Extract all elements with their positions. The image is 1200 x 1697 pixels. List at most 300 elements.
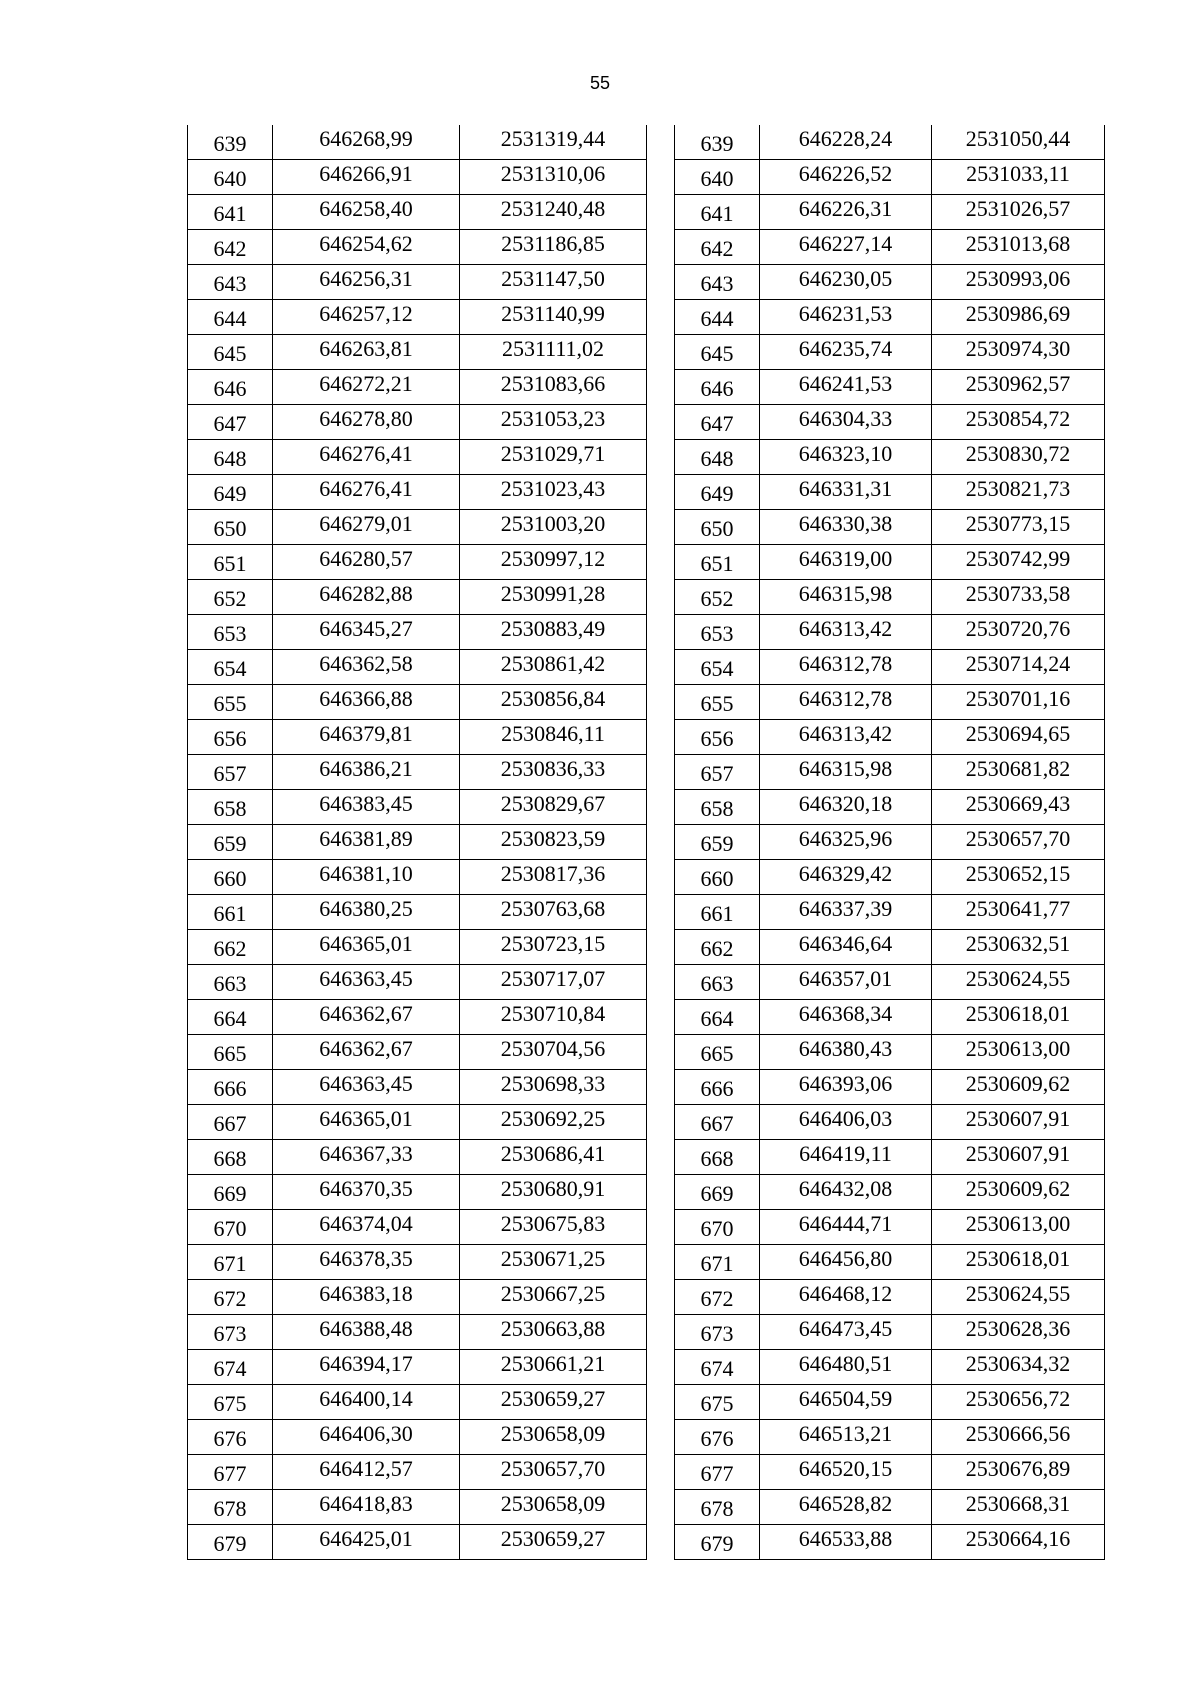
x-coordinate-cell-text: 646400,14 [319,1386,413,1411]
table-row [188,895,647,930]
x-coordinate-cell [760,230,932,265]
y-coordinate-cell [932,160,1105,195]
y-coordinate-cell [460,930,647,965]
x-coordinate-cell-text: 646380,43 [798,1036,893,1061]
y-coordinate-cell [932,1490,1105,1525]
table-row [675,825,1105,860]
y-coordinate-cell-text: 2530830,72 [965,441,1071,466]
table-row [675,685,1105,720]
point-number-cell-text: 657 [213,761,247,786]
table-row [675,1035,1105,1070]
y-coordinate-cell-text: 2530856,84 [500,686,606,711]
point-number-cell-text: 650 [213,516,247,541]
point-number-cell [188,1245,273,1280]
x-coordinate-cell-text: 646406,03 [798,1106,893,1131]
y-coordinate-cell [460,1280,647,1315]
x-coordinate-cell-text: 646256,31 [319,266,413,291]
x-coordinate-cell [273,1385,460,1420]
y-coordinate-cell [932,475,1105,510]
table-row [188,1525,647,1560]
x-coordinate-cell-text: 646366,88 [319,686,413,711]
y-coordinate-cell-text: 2530624,55 [965,966,1071,991]
point-number-cell [188,580,273,615]
y-coordinate-cell-text: 2530997,12 [500,546,606,571]
x-coordinate-cell [760,895,932,930]
y-coordinate-cell [460,1245,647,1280]
y-coordinate-cell [932,825,1105,860]
x-coordinate-cell-text: 646258,40 [319,196,413,221]
point-number-cell-text: 677 [213,1461,247,1486]
table-row [188,825,647,860]
point-number-cell [188,1525,273,1560]
x-coordinate-cell-text: 646257,12 [319,301,413,326]
x-coordinate-cell-text: 646230,05 [798,266,893,291]
x-coordinate-cell [273,1105,460,1140]
point-number-cell-text: 663 [700,971,734,996]
y-coordinate-cell-text: 2530667,25 [500,1281,606,1306]
page-number: 55 [589,73,611,93]
x-coordinate-cell-text: 646346,64 [798,931,893,956]
y-coordinate-cell [460,510,647,545]
table-row [675,440,1105,475]
y-coordinate-cell-text: 2530763,68 [500,896,606,921]
x-coordinate-cell-text: 646226,52 [798,161,893,186]
x-coordinate-cell-text: 646388,48 [319,1316,413,1341]
table-row [675,195,1105,230]
table-row [675,1315,1105,1350]
point-number-cell-text: 667 [213,1111,247,1136]
table-row [675,475,1105,510]
y-coordinate-cell-text: 2530773,15 [965,511,1071,536]
point-number-cell-text: 673 [700,1321,734,1346]
table-row [188,860,647,895]
point-number-cell [675,510,760,545]
x-coordinate-cell-text: 646278,80 [319,406,413,431]
table-row [188,685,647,720]
y-coordinate-cell [460,1035,647,1070]
point-number-cell-text: 647 [213,411,247,436]
point-number-cell [675,335,760,370]
point-number-cell [675,720,760,755]
x-coordinate-cell-text: 646319,00 [798,546,893,571]
point-number-cell [188,300,273,335]
point-number-cell-text: 642 [213,236,247,261]
point-number-cell-text: 657 [700,761,734,786]
table-row [188,1035,647,1070]
x-coordinate-cell [760,1000,932,1035]
x-coordinate-cell-text: 646444,71 [798,1211,893,1236]
y-coordinate-cell [460,1490,647,1525]
point-number-cell [188,475,273,510]
x-coordinate-cell-text: 646235,74 [798,336,893,361]
x-coordinate-cell-text: 646386,21 [319,756,413,781]
y-coordinate-cell-text: 2530609,62 [965,1071,1071,1096]
point-number-cell-text: 670 [213,1216,247,1241]
point-number-cell [188,125,273,160]
x-coordinate-cell-text: 646280,57 [319,546,413,571]
point-number-cell-text: 641 [213,201,247,226]
table-row [675,965,1105,1000]
x-coordinate-cell-text: 646432,08 [798,1176,893,1201]
y-coordinate-cell-text: 2530680,91 [500,1176,606,1201]
x-coordinate-cell-text: 646279,01 [319,511,413,536]
point-number-cell-text: 658 [213,796,247,821]
y-coordinate-cell-text: 2530694,65 [965,721,1071,746]
point-number-cell-text: 679 [700,1531,734,1556]
x-coordinate-cell [760,1210,932,1245]
point-number-cell [188,1385,273,1420]
y-coordinate-cell [460,790,647,825]
x-coordinate-cell-text: 646329,42 [798,861,893,886]
x-coordinate-cell [273,825,460,860]
x-coordinate-cell [760,265,932,300]
x-coordinate-cell-text: 646272,21 [319,371,413,396]
table-row [675,1280,1105,1315]
table-row [188,1245,647,1280]
x-coordinate-cell-text: 646393,06 [798,1071,893,1096]
y-coordinate-cell-text: 2530854,72 [965,406,1071,431]
point-number-cell-text: 668 [700,1146,734,1171]
point-number-cell-text: 659 [700,831,734,856]
y-coordinate-cell-text: 2530821,73 [965,476,1071,501]
table-row [188,1210,647,1245]
y-coordinate-cell [932,895,1105,930]
table-row [675,580,1105,615]
x-coordinate-cell-text: 646330,38 [798,511,893,536]
point-number-cell-text: 639 [213,131,247,156]
table-row [188,545,647,580]
x-coordinate-cell-text: 646367,33 [319,1141,413,1166]
x-coordinate-cell [273,1490,460,1525]
point-number-cell [675,580,760,615]
y-coordinate-cell [460,160,647,195]
table-row [188,230,647,265]
point-number-cell [188,860,273,895]
y-coordinate-cell-text: 2531003,20 [500,511,606,536]
y-coordinate-cell [932,195,1105,230]
y-coordinate-cell-text: 2530628,36 [965,1316,1071,1341]
y-coordinate-cell-text: 2531140,99 [501,301,605,326]
x-coordinate-cell-text: 646378,35 [319,1246,413,1271]
table-row [675,1140,1105,1175]
x-coordinate-cell [273,1000,460,1035]
x-coordinate-cell [273,615,460,650]
y-coordinate-cell-text: 2531029,71 [500,441,606,466]
x-coordinate-cell [273,580,460,615]
y-coordinate-cell-text: 2530676,89 [965,1456,1071,1481]
y-coordinate-cell [932,1420,1105,1455]
point-number-cell [188,895,273,930]
y-coordinate-cell [460,1070,647,1105]
x-coordinate-cell [760,790,932,825]
point-number-cell [675,370,760,405]
x-coordinate-cell-text: 646263,81 [319,336,413,361]
point-number-cell-text: 664 [700,1006,734,1031]
point-number-cell-text: 675 [213,1391,247,1416]
y-coordinate-cell-text: 2530817,36 [500,861,606,886]
point-number-cell-text: 652 [213,586,247,611]
y-coordinate-cell-text: 2531053,23 [500,406,606,431]
y-coordinate-cell-text: 2530663,88 [500,1316,606,1341]
x-coordinate-cell-text: 646374,04 [319,1211,413,1236]
point-number-cell-text: 671 [700,1251,734,1276]
point-number-cell [675,1350,760,1385]
x-coordinate-cell-text: 646345,27 [319,616,413,641]
x-coordinate-cell [273,930,460,965]
x-coordinate-cell [273,1070,460,1105]
y-coordinate-cell [460,1455,647,1490]
y-coordinate-cell-text: 2530986,69 [965,301,1071,326]
y-coordinate-cell-text: 2530641,77 [965,896,1071,921]
point-number-cell [188,405,273,440]
x-coordinate-cell [760,370,932,405]
y-coordinate-cell-text: 2530962,57 [965,371,1071,396]
point-number-cell-text: 650 [700,516,734,541]
y-coordinate-cell [932,1350,1105,1385]
table-row [188,580,647,615]
x-coordinate-cell-text: 646419,11 [799,1141,892,1166]
point-number-cell [188,825,273,860]
point-number-cell-text: 674 [700,1356,734,1381]
y-coordinate-cell [932,1385,1105,1420]
x-coordinate-cell [760,1035,932,1070]
x-coordinate-cell-text: 646312,78 [798,686,893,711]
table-row [188,1315,647,1350]
point-number-cell [675,1280,760,1315]
point-number-cell [675,1315,760,1350]
point-number-cell [675,1490,760,1525]
y-coordinate-cell [932,720,1105,755]
x-coordinate-cell-text: 646331,31 [798,476,893,501]
y-coordinate-cell [932,1070,1105,1105]
point-number-cell-text: 649 [213,481,247,506]
y-coordinate-cell [460,1315,647,1350]
point-number-cell-text: 678 [700,1496,734,1521]
x-coordinate-cell-text: 646406,30 [319,1421,413,1446]
table-row [675,1245,1105,1280]
y-coordinate-cell [460,335,647,370]
y-coordinate-cell-text: 2530669,43 [965,791,1071,816]
x-coordinate-cell-text: 646473,45 [798,1316,893,1341]
y-coordinate-cell [932,1455,1105,1490]
y-coordinate-cell [932,300,1105,335]
table-row [188,440,647,475]
y-coordinate-cell-text: 2530681,82 [965,756,1071,781]
point-number-cell [188,1280,273,1315]
x-coordinate-cell [760,965,932,1000]
table-row [675,615,1105,650]
table-row [675,895,1105,930]
x-coordinate-cell-text: 646520,15 [798,1456,893,1481]
x-coordinate-cell [760,650,932,685]
point-number-cell [675,195,760,230]
point-number-cell-text: 665 [213,1041,247,1066]
point-number-cell [188,1490,273,1525]
table-row [188,1070,647,1105]
x-coordinate-cell-text: 646228,24 [798,126,893,151]
table-row [675,335,1105,370]
point-number-cell-text: 679 [213,1531,247,1556]
y-coordinate-cell [460,1140,647,1175]
point-number-cell [675,1455,760,1490]
y-coordinate-cell [932,685,1105,720]
point-number-cell [675,965,760,1000]
y-coordinate-cell-text: 2530675,83 [500,1211,606,1236]
table-row [188,370,647,405]
y-coordinate-cell [460,1420,647,1455]
y-coordinate-cell [932,1280,1105,1315]
y-coordinate-cell-text: 2530846,11 [501,721,605,746]
point-number-cell [188,685,273,720]
table-row [675,370,1105,405]
point-number-cell [188,1210,273,1245]
point-number-cell [675,1385,760,1420]
y-coordinate-cell-text: 2531050,44 [965,126,1071,151]
table-row [675,265,1105,300]
point-number-cell-text: 645 [213,341,247,366]
y-coordinate-cell [460,1385,647,1420]
point-number-cell-text: 666 [213,1076,247,1101]
y-coordinate-cell-text: 2531111,02 [501,336,605,361]
point-number-cell-text: 672 [213,1286,247,1311]
point-number-cell [188,930,273,965]
x-coordinate-cell [760,720,932,755]
y-coordinate-cell [460,650,647,685]
x-coordinate-cell [273,755,460,790]
y-coordinate-cell-text: 2530829,67 [500,791,606,816]
x-coordinate-cell [760,1525,932,1560]
x-coordinate-cell-text: 646313,42 [798,616,893,641]
x-coordinate-cell [760,300,932,335]
y-coordinate-cell-text: 2530658,09 [500,1491,606,1516]
x-coordinate-cell-text: 646379,81 [319,721,413,746]
point-number-cell-text: 659 [213,831,247,856]
y-coordinate-cell-text: 2530701,16 [965,686,1071,711]
x-coordinate-cell [273,965,460,1000]
point-number-cell [188,615,273,650]
x-coordinate-cell-text: 646362,58 [319,651,413,676]
y-coordinate-cell-text: 2530609,62 [965,1176,1071,1201]
table-row [188,1280,647,1315]
x-coordinate-cell [273,1455,460,1490]
point-number-cell-text: 666 [700,1076,734,1101]
table-row [188,300,647,335]
point-number-cell [188,510,273,545]
x-coordinate-cell [273,1315,460,1350]
point-number-cell [675,1070,760,1105]
y-coordinate-cell-text: 2530618,01 [965,1001,1071,1026]
y-coordinate-cell-text: 2530836,33 [500,756,606,781]
point-number-cell-text: 643 [700,271,734,296]
y-coordinate-cell [460,825,647,860]
y-coordinate-cell [460,195,647,230]
point-number-cell-text: 658 [700,796,734,821]
x-coordinate-cell-text: 646425,01 [319,1526,413,1551]
y-coordinate-cell-text: 2530668,31 [965,1491,1071,1516]
point-number-cell [188,1315,273,1350]
x-coordinate-cell [273,335,460,370]
point-number-cell-text: 668 [213,1146,247,1171]
table-row [188,1385,647,1420]
table-row [675,160,1105,195]
table-row [188,650,647,685]
y-coordinate-cell-text: 2531319,44 [500,126,606,151]
y-coordinate-cell-text: 2530607,91 [965,1106,1071,1131]
point-number-cell [188,370,273,405]
table-row [675,1000,1105,1035]
x-coordinate-cell [760,1315,932,1350]
x-coordinate-cell [760,125,932,160]
x-coordinate-cell [760,335,932,370]
point-number-cell-text: 651 [700,551,734,576]
point-number-cell-text: 653 [213,621,247,646]
y-coordinate-cell-text: 2530666,56 [965,1421,1071,1446]
point-number-cell [188,1175,273,1210]
point-number-cell-text: 677 [700,1461,734,1486]
y-coordinate-cell-text: 2531186,85 [501,231,605,256]
x-coordinate-cell-text: 646380,25 [319,896,413,921]
y-coordinate-cell [932,755,1105,790]
y-coordinate-cell [932,545,1105,580]
y-coordinate-cell-text: 2531083,66 [500,371,606,396]
point-number-cell [675,685,760,720]
point-number-cell [675,790,760,825]
y-coordinate-cell-text: 2530657,70 [965,826,1071,851]
x-coordinate-cell-text: 646268,99 [319,126,413,151]
y-coordinate-cell-text: 2530618,01 [965,1246,1071,1271]
point-number-cell-text: 645 [700,341,734,366]
table-row [188,1140,647,1175]
y-coordinate-cell [460,860,647,895]
y-coordinate-cell-text: 2530671,25 [500,1246,606,1271]
point-number-cell [188,440,273,475]
point-number-cell-text: 655 [213,691,247,716]
x-coordinate-cell-text: 646383,45 [319,791,413,816]
x-coordinate-cell-text: 646323,10 [798,441,893,466]
x-coordinate-cell-text: 646381,10 [319,861,413,886]
x-coordinate-cell [273,1525,460,1560]
y-coordinate-cell-text: 2530659,27 [500,1386,606,1411]
table-row [675,720,1105,755]
y-coordinate-cell [932,1105,1105,1140]
x-coordinate-cell [760,580,932,615]
x-coordinate-cell-text: 646315,98 [798,756,893,781]
point-number-cell [188,965,273,1000]
x-coordinate-cell-text: 646528,82 [798,1491,893,1516]
point-number-cell [188,335,273,370]
y-coordinate-cell-text: 2530823,59 [500,826,606,851]
x-coordinate-cell [760,860,932,895]
table-row [675,1490,1105,1525]
table-row [188,1105,647,1140]
point-number-cell-text: 648 [700,446,734,471]
x-coordinate-cell [760,1140,932,1175]
y-coordinate-cell [932,265,1105,300]
y-coordinate-cell-text: 2530686,41 [500,1141,606,1166]
point-number-cell-text: 661 [213,901,247,926]
point-number-cell [675,440,760,475]
y-coordinate-cell-text: 2531026,57 [965,196,1071,221]
point-number-cell [188,265,273,300]
x-coordinate-cell [273,1245,460,1280]
point-number-cell [675,1210,760,1245]
x-coordinate-cell [273,790,460,825]
table-row [675,125,1105,160]
point-number-cell [188,1105,273,1140]
point-number-cell [675,300,760,335]
table-row [675,755,1105,790]
point-number-cell-text: 647 [700,411,734,436]
